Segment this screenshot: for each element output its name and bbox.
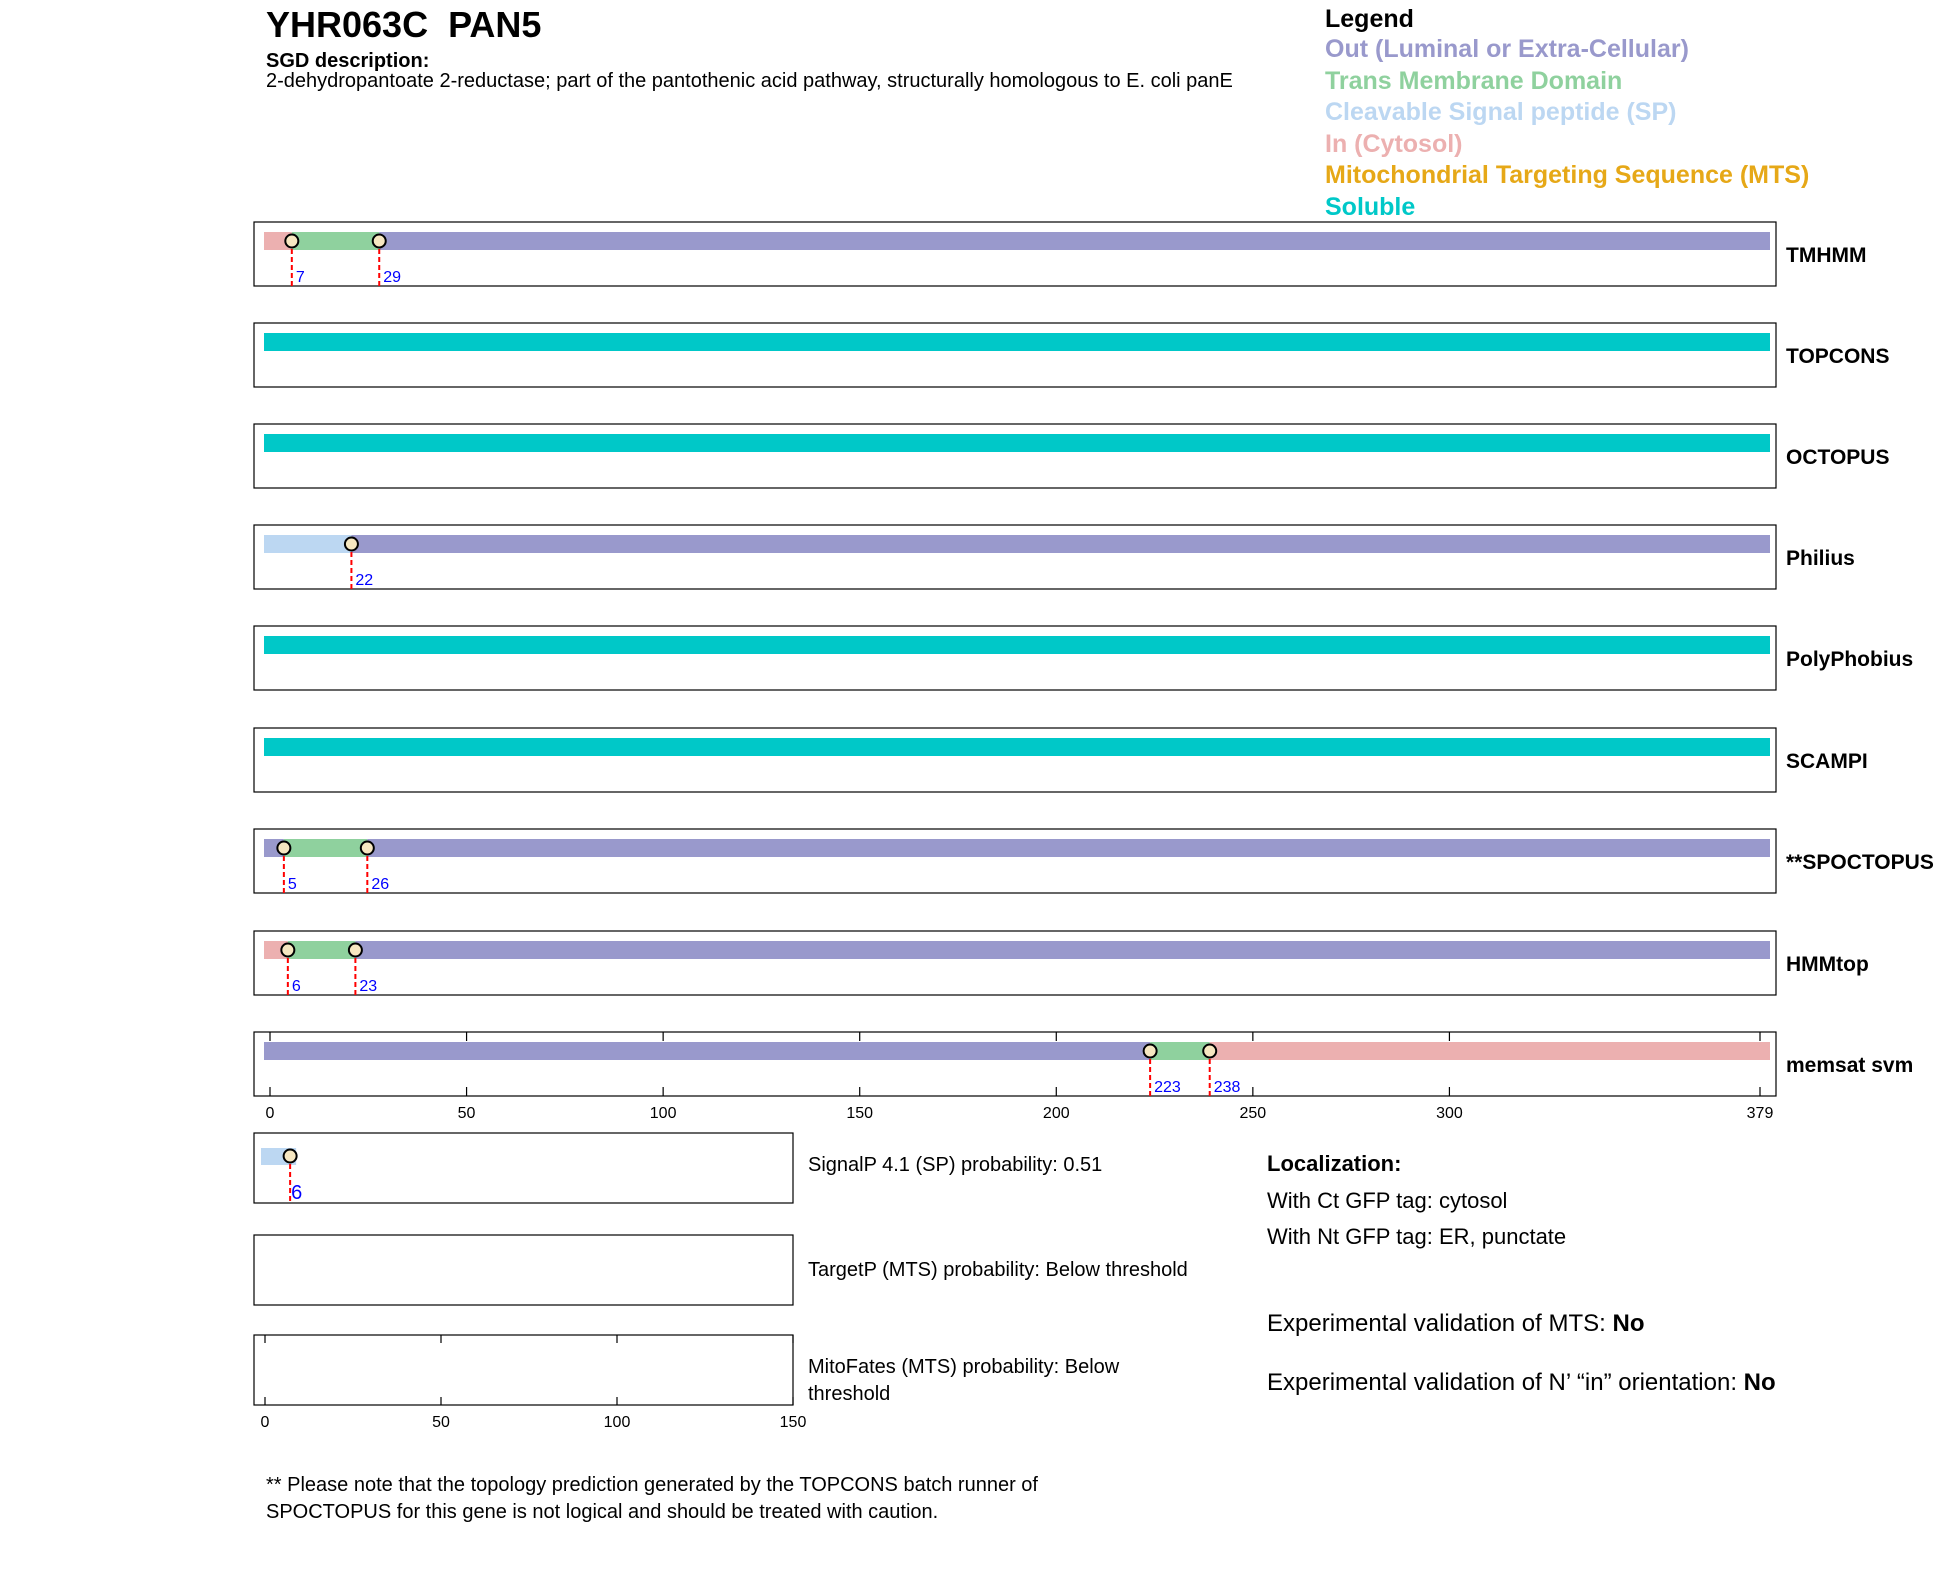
marker-circle-tmhmm-0 [285,235,298,248]
marker-circle-hmmtop-0 [281,944,294,957]
sub-marker-label-signalp-4-0: 6 [291,1182,303,1204]
segment-memsat-svm-1 [1150,1042,1210,1060]
footnote: ** Please note that the topology prediction generated by the TOPCONS batch runner of SPOCTOPUS for this gene is not logical and should be treated with caution. [266,1474,1038,1523]
sub-tick-label-0: 0 [260,1414,270,1431]
validation-mts-value: No [1612,1310,1645,1337]
marker-label-spoctopus-1: 26 [371,876,390,893]
legend-item-mts: Mitochondrial Targeting Sequence (MTS) [1325,161,1810,190]
targetp-label: TargetP (MTS) probability: Below threshold [808,1259,1188,1281]
legend-item-soluble: Soluble [1325,192,1416,221]
signalp-label: SignalP 4.1 (SP) probability: 0.51 [808,1154,1103,1176]
track-label-memsat-svm: memsat svm [1786,1054,1914,1077]
description-label: SGD description: [266,50,430,72]
track-box-tmhmm [254,222,1776,286]
sub-tick-label-3: 150 [779,1414,807,1431]
legend-title: Legend [1325,5,1414,33]
marker-label-memsat-svm-0: 223 [1154,1079,1181,1096]
sub-marker-circle-signalp-4-0 [284,1150,297,1163]
sub-box-mitofates-mts [254,1335,793,1405]
mitofates-label: MitoFates (MTS) probability: Below threshold [808,1356,1120,1405]
tick-label-1: 50 [457,1105,476,1122]
marker-circle-tmhmm-1 [373,235,386,248]
segment-spoctopus-1 [284,839,367,857]
segment-tmhmm-0 [264,232,292,250]
track-label-hmmtop: HMMtop [1786,953,1869,976]
page-title: YHR063C PAN5 [266,4,542,45]
marker-circle-memsat-svm-0 [1144,1045,1157,1058]
legend-item-tm: Trans Membrane Domain [1325,66,1623,95]
segment-tmhmm-2 [379,232,1770,250]
sub-tick-label-1: 50 [432,1414,450,1431]
track-box-hmmtop [254,931,1776,995]
track-box-octopus [254,424,1776,488]
marker-circle-memsat-svm-1 [1203,1045,1216,1058]
legend-item-out: Out (Luminal or Extra-Cellular) [1325,35,1689,63]
track-label-octopus: OCTOPUS [1786,446,1890,469]
marker-circle-spoctopus-0 [277,842,290,855]
marker-circle-philius-0 [345,538,358,551]
segment-topcons-0 [264,333,1770,351]
segment-tmhmm-1 [292,232,379,250]
sub-tick-label-2: 100 [603,1414,631,1431]
track-box-memsat-svm [254,1032,1776,1096]
localization-nt: With Nt GFP tag: ER, punctate [1267,1224,1567,1249]
validation-mts [1267,1310,1644,1338]
validation-orientation-label: Experimental validation of N’ “in” orientation: [1267,1369,1744,1396]
segment-scampi-0 [264,738,1770,756]
segment-hmmtop-2 [355,941,1770,959]
track-label-spoctopus: **SPOCTOPUS [1786,851,1934,874]
tick-label-7: 379 [1746,1105,1774,1122]
track-label-tmhmm: TMHMM [1786,244,1867,267]
tick-label-2: 100 [649,1105,677,1122]
marker-circle-hmmtop-1 [349,944,362,957]
tick-label-0: 0 [265,1105,275,1122]
tick-label-6: 300 [1436,1105,1463,1122]
segment-polyphobius-0 [264,636,1770,654]
tick-label-4: 200 [1042,1105,1070,1122]
segment-octopus-0 [264,434,1770,452]
localization-title: Localization: [1267,1151,1402,1176]
marker-label-tmhmm-1: 29 [383,269,402,286]
marker-label-spoctopus-0: 5 [287,876,297,893]
validation-orientation [1267,1369,1776,1397]
tick-label-3: 150 [846,1105,874,1122]
track-label-polyphobius: PolyPhobius [1786,648,1914,671]
marker-label-hmmtop-0: 6 [291,978,301,995]
marker-label-philius-0: 22 [355,572,374,589]
segment-hmmtop-0 [264,941,288,959]
marker-label-hmmtop-1: 23 [359,978,378,995]
legend [1325,4,1809,224]
segment-hmmtop-1 [288,941,356,959]
legend-item-sp: Cleavable Signal peptide (SP) [1325,98,1677,127]
segment-philius-0 [264,535,351,553]
segment-memsat-svm-2 [1210,1042,1770,1060]
track-box-philius [254,525,1776,589]
track-box-scampi [254,728,1776,792]
track-box-spoctopus [254,829,1776,893]
localization-ct: With Ct GFP tag: cytosol [1267,1188,1508,1213]
sub-segment-signalp-4-0 [261,1148,296,1165]
track-label-philius: Philius [1786,547,1855,570]
marker-circle-spoctopus-1 [361,842,374,855]
tick-label-5: 250 [1239,1105,1267,1122]
track-box-polyphobius [254,626,1776,690]
track-label-topcons: TOPCONS [1786,345,1890,368]
segment-spoctopus-2 [367,839,1770,857]
validation-mts-label: Experimental validation of MTS: [1267,1310,1613,1337]
segment-philius-1 [351,535,1770,553]
sub-box-signalp-4 [254,1133,793,1203]
track-label-scampi: SCAMPI [1786,750,1868,773]
track-box-topcons [254,323,1776,387]
sub-box-targetp-mts [254,1235,793,1305]
segment-spoctopus-0 [264,839,284,857]
legend-item-in: In (Cytosol) [1325,129,1463,158]
marker-label-memsat-svm-1: 238 [1213,1079,1241,1096]
marker-label-tmhmm-0: 7 [295,269,305,286]
segment-memsat-svm-0 [264,1042,1150,1060]
description-text: 2-dehydropantoate 2-reductase; part of the pantothenic acid pathway, structurally homologous to E. coli panE [266,70,1233,92]
validation-orientation-value: No [1743,1369,1776,1396]
